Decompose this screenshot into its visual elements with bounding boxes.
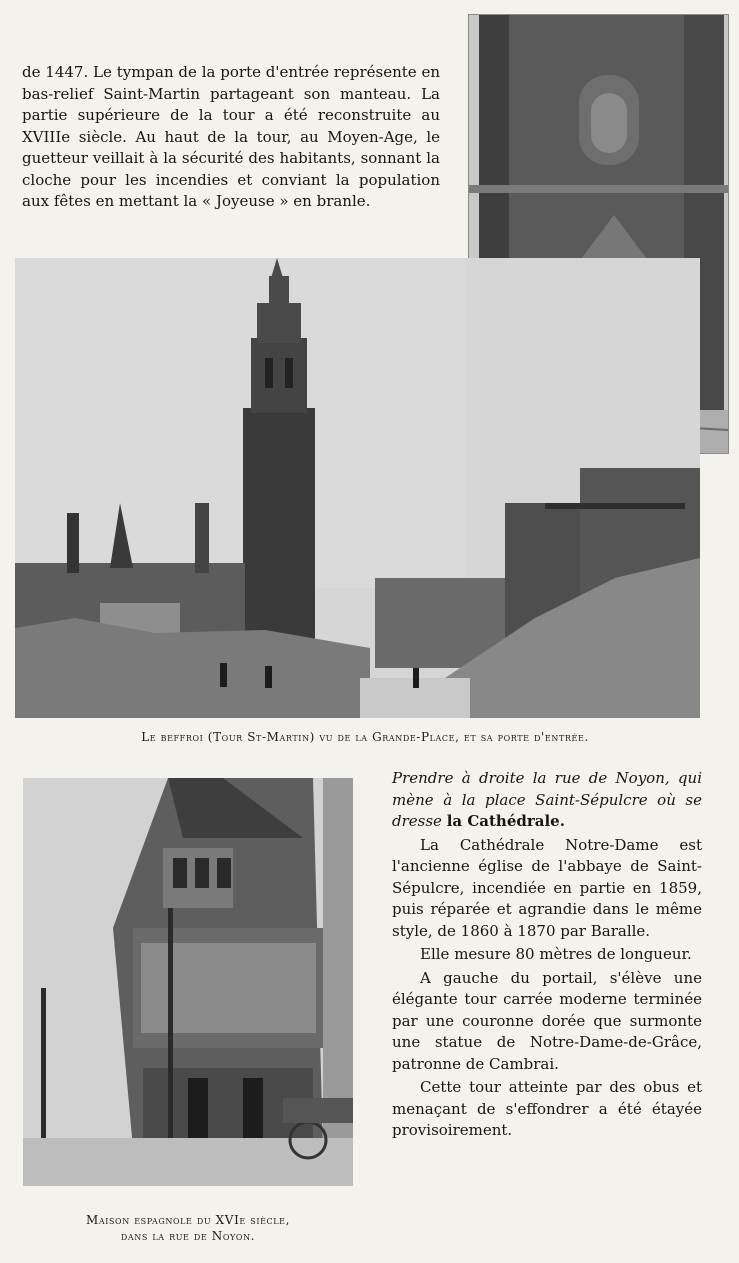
top-paragraph: de 1447. Le tympan de la porte d'entrée représente en bas-relief Saint-Martin partageant son manteau. La partie supérieure de la tour a été reconstruite au XVIIIe siècle. Au haut de la tour, au Moyen-Age, le guetteur veillait à la sécurité des habitants, sonnant la cloche pour les incendies et conviant la population aux fêtes en mettant la « Joyeuse » en branle. bbox=[22, 63, 440, 210]
right-col-p1: La Cathédrale Notre-Dame est l'ancienne église de l'abbaye de Saint-Sépulcre, incendiée en partie en 1859, puis réparée et agrandie dans le même style, de 1860 à 1870 par Baralle. bbox=[392, 835, 702, 940]
maison-caption: Maison espagnole du XVIe siècle, dans la rue de Noyon. bbox=[85, 1213, 291, 1243]
maison-espagnole-photo bbox=[23, 778, 353, 1186]
right-column-text bbox=[392, 768, 702, 1142]
beffroi-illustration bbox=[15, 258, 700, 718]
beffroi-caption: Le beffroi (Tour St-Martin) vu de la Grande-Place, et sa porte d'entrée. bbox=[141, 730, 589, 744]
beffroi-photo bbox=[15, 258, 700, 718]
right-col-p4: Cette tour atteinte par des obus et menaçant de s'effondrer a été étayée provisoirement. bbox=[392, 1078, 702, 1139]
maison-espagnole-illustration bbox=[23, 778, 353, 1186]
right-col-p3: A gauche du portail, s'élève une élégante tour carrée moderne terminée par une couronne dorée que surmonte une statue de Notre-Dame-de-Grâce, patronne de Cambrai. bbox=[392, 968, 702, 1073]
right-col-p2: Elle mesure 80 mètres de longueur. bbox=[420, 945, 692, 963]
right-col-intro: Prendre à droite la rue de Noyon, qui mène à la place Saint-Sépulcre où se dresse la Cathédrale. bbox=[392, 769, 702, 830]
